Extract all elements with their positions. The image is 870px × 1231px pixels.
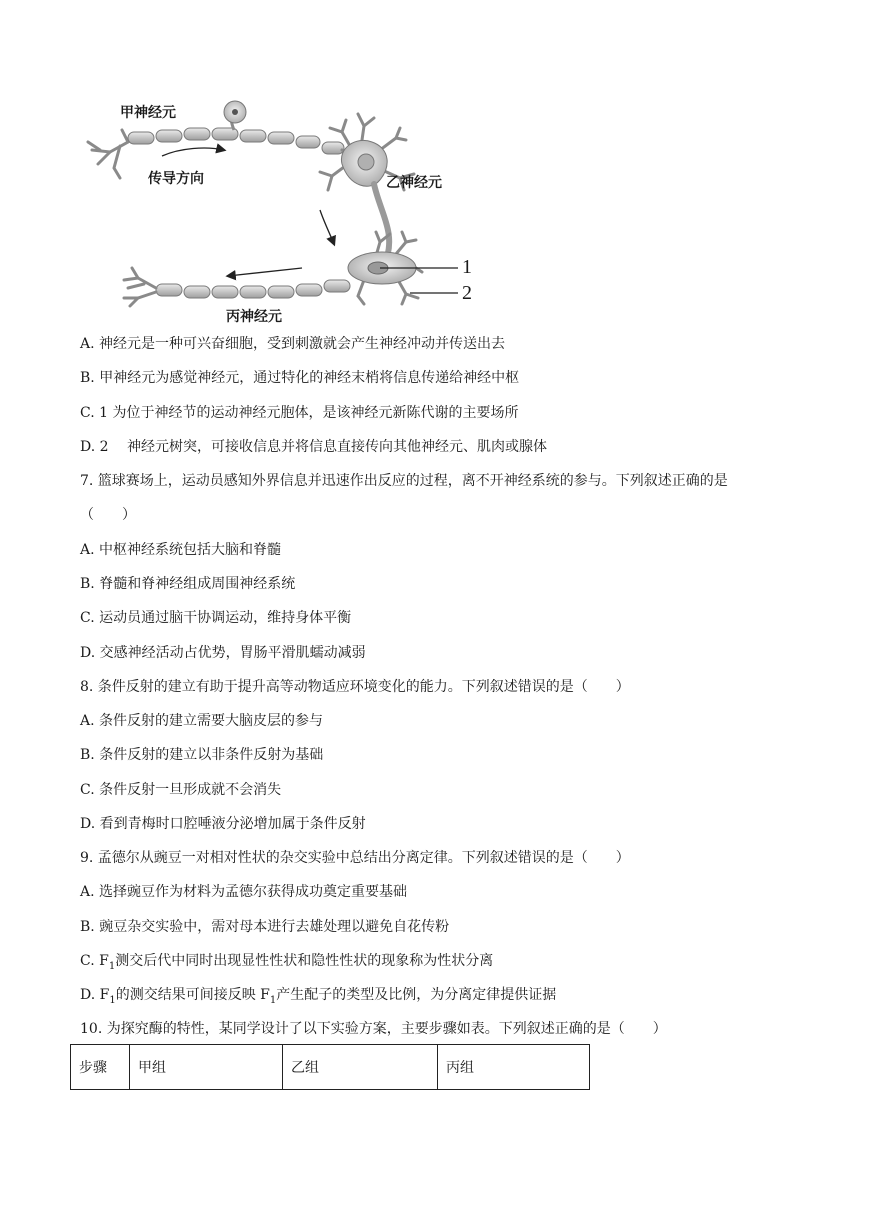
q7-stem: 7. 篮球赛场上，运动员感知外界信息并迅速作出反应的过程，离不开神经系统的参与。下列叙述正确的是 [80, 473, 728, 489]
bing-terminals [124, 268, 156, 306]
q9-option-d-subscript: 1 [109, 994, 116, 1006]
q8-option-b: B. 条件反射的建立以非条件反射为基础 [80, 747, 324, 763]
q8-option-c: C. 条件反射一旦形成就不会消失 [80, 782, 282, 798]
q9-option-d-text: 产生配子的类型及比例，为分离定律提供证据 [276, 987, 557, 1003]
jia-dendrites [88, 130, 128, 178]
direction-arrow-middle [320, 210, 334, 244]
label-yi-neuron: 乙神经元 [386, 175, 442, 191]
table-header-group-jia: 甲组 [130, 1045, 283, 1090]
yi-axon [374, 184, 389, 260]
q6-option-b: B. 甲神经元为感觉神经元，通过特化的神经末梢将信息传递给神经中枢 [80, 370, 520, 386]
q9-option-a: A. 选择豌豆作为材料为孟德尔获得成功奠定重要基础 [80, 884, 408, 900]
q8-option-a: A. 条件反射的建立需要大脑皮层的参与 [80, 713, 324, 729]
q7-option-c: C. 运动员通过脑干协调运动，维持身体平衡 [80, 610, 352, 626]
table-header-group-yi: 乙组 [283, 1045, 438, 1090]
table-row [71, 1045, 590, 1090]
q7-option-a: A. 中枢神经系统包括大脑和脊髓 [80, 542, 282, 558]
q9-option-d-prefix: D. F [80, 987, 110, 1003]
q7-paren: （ ） [80, 507, 136, 523]
label-jia-neuron: 甲神经元 [120, 105, 176, 121]
q10-steps-table [70, 1044, 590, 1090]
q6-option-c: C. 1 为位于神经节的运动神经元胞体，是该神经元新陈代谢的主要场所 [80, 405, 519, 421]
neuron-figure [80, 92, 500, 324]
bing-axon [156, 280, 350, 298]
q9-stem: 9. 孟德尔从豌豆一对相对性状的杂交实验中总结出分离定律。下列叙述错误的是（ ） [80, 850, 630, 866]
q7-option-b: B. 脊髓和脊神经组成周围神经系统 [80, 576, 296, 592]
jia-soma [224, 101, 246, 130]
direction-arrow-top [162, 148, 224, 156]
label-number-1: 1 [462, 256, 472, 278]
table-header-group-bing: 丙组 [438, 1045, 590, 1090]
q6-option-a: A. 神经元是一种可兴奋细胞，受到刺激就会产生神经冲动并传送出去 [80, 336, 506, 352]
q10-stem: 10. 为探究酶的特性，某同学设计了以下实验方案，主要步骤如表。下列叙述正确的是（ ） [80, 1021, 667, 1037]
label-bing-neuron: 丙神经元 [226, 309, 282, 325]
neuron-diagram [80, 92, 500, 324]
q8-option-d: D. 看到青梅时口腔唾液分泌增加属于条件反射 [80, 816, 366, 832]
q9-option-d-middle: 的测交结果可间接反映 F [115, 987, 270, 1003]
q9-option-b: B. 豌豆杂交实验中，需对母本进行去雄处理以避免自花传粉 [80, 919, 450, 935]
jia-axon [128, 128, 344, 154]
q7-option-d: D. 交感神经活动占优势，胃肠平滑肌蠕动减弱 [80, 645, 366, 661]
q9-option-d [80, 985, 556, 1005]
label-number-2: 2 [462, 282, 472, 304]
direction-arrow-bottom [228, 268, 302, 276]
q8-stem: 8. 条件反射的建立有助于提升高等动物适应环境变化的能力。下列叙述错误的是（ ） [80, 679, 630, 695]
q9-option-d-subscript-2: 1 [269, 994, 277, 1006]
q9-option-c-prefix: C. F [80, 953, 109, 969]
q9-option-c-text: 测交后代中同时出现显性性状和隐性性状的现象称为性状分离 [115, 953, 494, 969]
q9-option-c-subscript: 1 [108, 960, 116, 972]
q9-option-c [80, 951, 493, 971]
table-header-step: 步骤 [71, 1045, 130, 1090]
q6-option-d: D. 2 神经元树突，可接收信息并将信息直接传向其他神经元、肌肉或腺体 [80, 439, 547, 455]
label-direction: 传导方向 [148, 171, 204, 187]
